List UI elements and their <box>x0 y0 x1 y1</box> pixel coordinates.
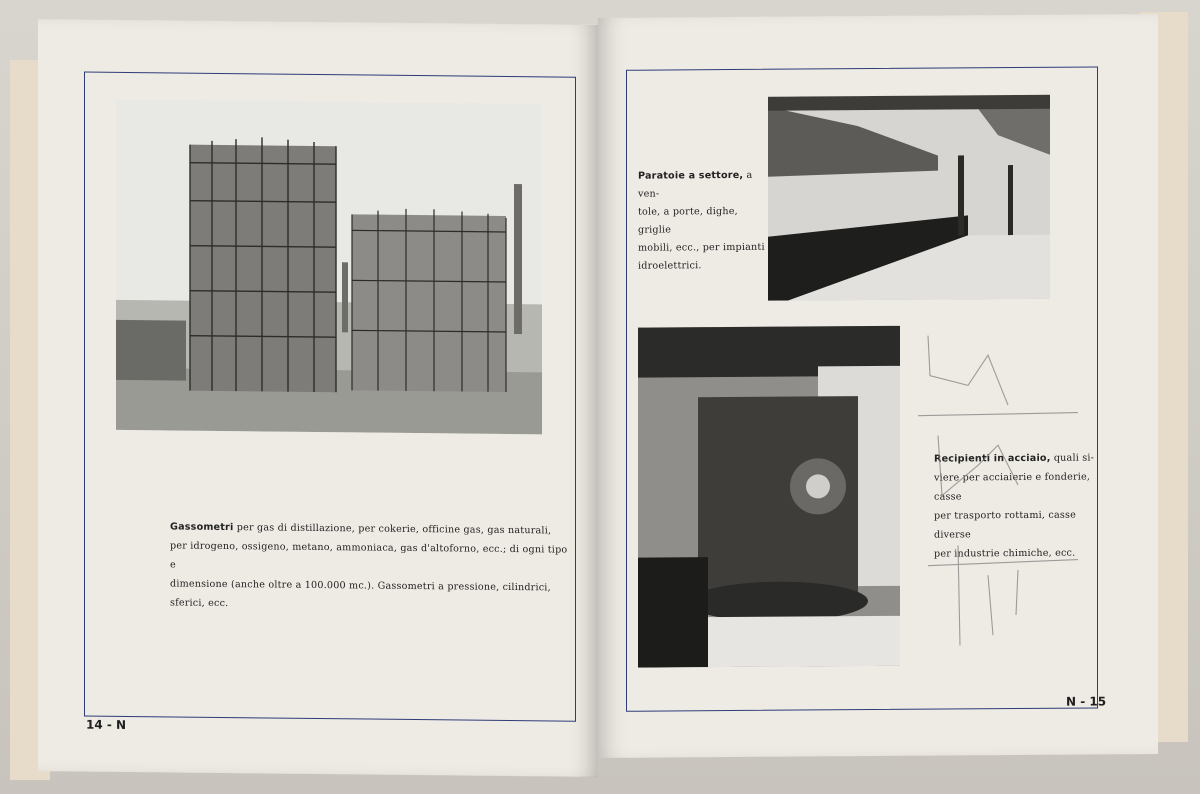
gasometer-caption-line-2: per idrogeno, ossigeno, metano, ammoniaca, gas d'altoforno, ecc.; di ogni tipo e <box>170 540 568 571</box>
pencil-doodle <box>898 314 1098 675</box>
sluice-gate-caption-line-2: tole, a porte, dighe, griglie <box>638 205 738 236</box>
steel-vessel-photo <box>638 326 900 668</box>
gasometer-caption-line-1: Gassometri per gas di distillazione, per cokerie, officine gas, gas naturali, <box>170 521 552 537</box>
right-page <box>598 14 1158 758</box>
right-page-number: N - 15 <box>1066 694 1107 709</box>
gasometer-caption <box>170 517 570 616</box>
gasometer-photo <box>116 100 542 434</box>
steel-vessel-illustration <box>638 326 900 668</box>
sluice-gate-caption-line-1: Paratoie a settore, a ven- <box>638 169 753 200</box>
steel-vessel-caption-lead: Recipienti in acciaio, <box>934 452 1051 465</box>
sluice-gate-caption-lead: Paratoie a settore, <box>638 169 744 182</box>
steel-vessel-caption-line-4: per industrie chimiche, ecc. <box>934 547 1076 560</box>
gasometer-illustration <box>116 100 542 434</box>
steel-vessel-caption-line-3: per trasporto rottami, casse diverse <box>934 509 1076 541</box>
sluice-gate-photo <box>768 95 1050 301</box>
sluice-gate-illustration <box>768 95 1050 301</box>
left-page-number: 14 - N <box>86 717 127 732</box>
sluice-gate-caption <box>638 167 766 276</box>
gasometer-caption-line-3: dimensione (anche oltre a 100.000 mc.). Gassometri a pressione, cilindrici, sferici, ecc. <box>170 578 551 610</box>
steel-vessel-caption-line-2: viere per acciaierie e fonderie, casse <box>934 471 1091 503</box>
steel-vessel-caption-line-1: Recipienti in acciaio, quali si- <box>934 452 1095 465</box>
gasometer-caption-lead: Gassometri <box>170 521 234 534</box>
sluice-gate-caption-line-4: idroelettrici. <box>638 260 702 272</box>
sluice-gate-caption-line-3: mobili, ecc., per impianti <box>638 241 765 254</box>
left-page <box>38 19 598 777</box>
